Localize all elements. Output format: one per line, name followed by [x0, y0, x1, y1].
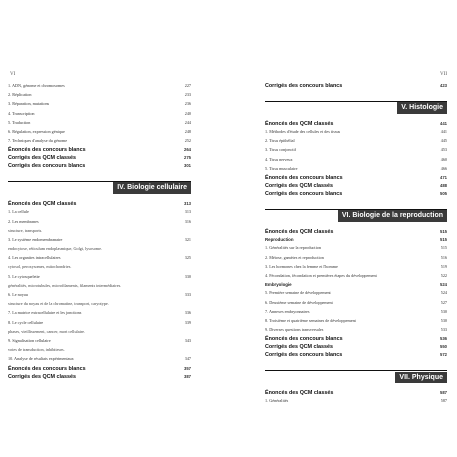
toc-entry-page: 530 — [440, 318, 447, 324]
toc-entry[interactable] — [8, 209, 191, 218]
toc-entry-page: 466 — [440, 165, 447, 171]
toc-entry-page: 471 — [440, 174, 447, 180]
toc-entry-page: 522 — [440, 272, 447, 278]
toc-entry-title: 1. Généralités — [265, 398, 289, 404]
toc-entry-page: 275 — [184, 155, 191, 161]
toc-entry[interactable] — [8, 101, 191, 110]
toc-entry[interactable] — [8, 310, 191, 319]
toc-bold-entry[interactable] — [265, 352, 447, 360]
toc-entry-title: 6. Régulation, expression génique — [8, 128, 65, 134]
toc-entry-title: 5. Traduction — [8, 119, 31, 125]
part6-entry-list — [265, 237, 447, 336]
toc-entry-page: 325 — [184, 255, 191, 261]
toc-entry-page: 347 — [184, 356, 191, 362]
toc-entry-subtitle: phases, vieillissement, cancer, mort cellulaire. — [8, 328, 86, 334]
toc-entry-title: Énoncés des concours blancs — [8, 147, 86, 154]
toc-entry-page: 333 — [184, 292, 191, 297]
toc-entry-title: Énoncés des concours blancs — [8, 365, 86, 372]
toc-entry[interactable] — [265, 255, 447, 264]
toc-entry-page: 236 — [184, 101, 191, 107]
toc-entry-page: 240 — [184, 110, 191, 116]
part5-tail-list — [265, 175, 447, 199]
toc-entry-page: 505 — [440, 190, 447, 196]
toc-entry[interactable] — [8, 92, 191, 101]
toc-bold-entry[interactable] — [8, 366, 191, 374]
toc-entry[interactable] — [8, 274, 191, 283]
toc-entry-title: 8. Troisième et quatrième semaines de développement — [265, 318, 356, 324]
toc-entry-title: 9. Diverses questions transversales — [265, 327, 324, 333]
toc-entry-title: Énoncés des concours blancs — [265, 336, 343, 343]
toc-entry[interactable] — [265, 147, 447, 156]
toc-bold-entry[interactable] — [265, 175, 447, 183]
toc-entry-title: Corrigés des QCM classés — [265, 344, 334, 351]
toc-entry[interactable] — [265, 129, 447, 138]
section-header-physique — [265, 370, 447, 383]
part3-entry-list — [8, 83, 191, 147]
toc-entry[interactable] — [265, 245, 447, 254]
toc-entry-title: 5. Première semaine de développement — [265, 290, 331, 296]
toc-entry-title: Corrigés des QCM classés — [265, 182, 334, 189]
toc-entry[interactable] — [8, 83, 191, 92]
toc-entry-page: 316 — [184, 218, 191, 224]
toc-entry-title: 3. Réparation, mutations — [8, 101, 50, 107]
part6-tail-list — [265, 336, 447, 360]
toc-entry-title: 4. Transcription — [8, 110, 35, 116]
toc-left — [8, 83, 191, 382]
toc-entry-title: 4. Tissu nerveux — [265, 156, 293, 162]
toc-entry-title: 2. Tissu épithélial — [265, 138, 295, 144]
section-title: V. Histologie — [397, 102, 447, 114]
right-page — [229, 0, 457, 457]
toc-entry-page: 387 — [184, 373, 191, 379]
toc-entry-page: 550 — [440, 344, 447, 350]
toc-entry[interactable] — [8, 129, 191, 138]
toc-entry-title: 2. Réplication — [8, 92, 32, 98]
toc-head-entry[interactable]: Énoncés des QCM classés 441 — [265, 121, 447, 127]
toc-entry-page: 336 — [184, 310, 191, 316]
toc-bold-entry[interactable] — [265, 336, 447, 344]
toc-entry-title: 4. Les organites intracellulaires — [8, 255, 61, 261]
section-header-histologie — [265, 101, 447, 114]
part3-tail-list — [8, 147, 191, 171]
toc-bold-entry[interactable] — [265, 191, 447, 199]
toc-entry-page: 343 — [184, 337, 191, 343]
left-page — [0, 0, 228, 457]
toc-entry-page: 301 — [184, 163, 191, 169]
toc-entry-page: 233 — [184, 92, 191, 98]
toc-entry-title: 9. Signalisation cellulaire — [8, 337, 51, 343]
toc-entry-title: Corrigés des QCM classés — [8, 155, 77, 162]
section-title: VII. Physique — [395, 372, 447, 384]
section-title: IV. Biologie cellulaire — [113, 182, 191, 194]
toc-entry-page: 453 — [440, 147, 447, 153]
toc-entry-title: 5. Le cytosquelette — [8, 273, 40, 279]
toc-entry-title: 7. La matrice extracellulaire et les jonctions — [8, 310, 82, 316]
toc-entry-page: 536 — [440, 336, 447, 342]
toc-entry-page: 357 — [184, 365, 191, 371]
toc-entry-page: 524 — [440, 282, 447, 288]
toc-entry-title: 2. Méiose, gamètes et reproduction — [265, 254, 324, 260]
section-header-biologie-cellulaire — [8, 181, 191, 194]
toc-bold-entry[interactable] — [8, 147, 191, 155]
toc-head-entry[interactable]: Énoncés des QCM classés 587 — [265, 390, 447, 397]
toc-group-heading[interactable] — [265, 237, 447, 245]
toc-entry-title: 3. Le système endomembranaire — [8, 236, 63, 242]
toc-entry-page: 244 — [184, 119, 191, 125]
toc-entry-title: 8. Le cycle cellulaire — [8, 319, 44, 325]
page-number-left: VI — [10, 72, 16, 77]
part5-entry-list — [265, 129, 447, 175]
toc-entry[interactable] — [8, 292, 191, 301]
toc-entry-page: 516 — [440, 254, 447, 260]
toc-entry-title: 7. Techniques d'analyse du génome — [8, 138, 68, 144]
toc-entry-subtitle: voies de transduction, inhibiteurs. — [8, 347, 65, 353]
toc-entry-page: 515 — [440, 245, 447, 251]
toc-bold-entry[interactable] — [8, 163, 191, 171]
toc-entry-title: 1. La cellule — [8, 209, 29, 215]
toc-bold-entry[interactable] — [265, 344, 447, 352]
toc-entry-title: 10. Analyse de résultats expérimentaux — [8, 356, 74, 362]
toc-entry-page: 530 — [440, 308, 447, 314]
toc-top-entry[interactable]: Corrigés des concours blancs 423 — [265, 83, 447, 89]
toc-entry-title: Énoncés des concours blancs — [265, 174, 343, 181]
toc-entry[interactable] — [8, 138, 191, 147]
toc-entry-page: 313 — [184, 209, 191, 215]
toc-right — [265, 83, 447, 408]
toc-entry-subtitle: cytosol, peroxysomes, mitochondries. — [8, 264, 72, 270]
toc-entry[interactable] — [265, 398, 447, 407]
toc-entry-title: 7. Annexes embryonnaires — [265, 308, 310, 314]
toc-entry-page: 339 — [184, 319, 191, 325]
toc-entry-page: 330 — [184, 273, 191, 279]
toc-entry-title: 1. ADN, génome et chromosomes — [8, 83, 65, 88]
toc-entry[interactable] — [265, 309, 447, 318]
toc-entry[interactable] — [8, 338, 191, 347]
toc-bold-entry[interactable] — [8, 374, 191, 382]
section-title: VI. Biologie de la reproduction — [338, 210, 447, 222]
toc-entry-title: 3. Tissu conjonctif — [265, 147, 297, 153]
toc-entry-page: 252 — [184, 138, 191, 144]
toc-entry-title: 6. Le noyau — [8, 292, 28, 297]
toc-entry-title: 4. Fécondation, fécondation et premières étapes du développement — [265, 272, 377, 278]
toc-entry[interactable] — [8, 120, 191, 129]
toc-group-title: Reproduction — [265, 236, 294, 242]
toc-head-entry[interactable]: Énoncés des QCM classés 515 — [265, 228, 447, 235]
toc-entry-page: 519 — [440, 263, 447, 269]
toc-entry-subtitle: structure du noyau et de la chromatine, transport, caryotype. — [8, 301, 109, 307]
toc-entry-title: 1. Méthodes d'étude des cellules et des tissus — [265, 129, 341, 134]
toc-entry-subtitle: généralités, microtubules, microfilaments, filaments intermédiaires. — [8, 282, 122, 288]
toc-entry-page: 248 — [184, 128, 191, 134]
toc-entry-page: 527 — [440, 299, 447, 305]
toc-entry-title: 6. Deuxième semaine de développement — [265, 299, 333, 305]
toc-entry-page: 587 — [440, 398, 447, 404]
toc-entry[interactable] — [265, 138, 447, 147]
toc-entry[interactable] — [265, 290, 447, 299]
toc-entry-title: Corrigés des concours blancs — [265, 352, 343, 359]
toc-entry-page: 515 — [440, 236, 447, 242]
toc-entry[interactable] — [8, 320, 191, 329]
toc-entry-page: 460 — [440, 156, 447, 162]
toc-entry-subtitle: structure, transports. — [8, 227, 43, 233]
toc-entry[interactable] — [265, 264, 447, 273]
toc-entry-page: 441 — [440, 129, 447, 134]
toc-entry[interactable] — [265, 157, 447, 166]
toc-entry[interactable] — [265, 300, 447, 309]
page-number-right: VII — [440, 72, 447, 77]
toc-entry-title: Corrigés des concours blancs — [8, 163, 86, 170]
toc-entry-subtitle: endocytose, réticulum endoplasmique, Golgi, lysosome. — [8, 246, 102, 252]
toc-entry-page: 488 — [440, 182, 447, 188]
toc-entry[interactable] — [8, 219, 191, 228]
toc-entry-page: 321 — [184, 236, 191, 242]
toc-entry[interactable] — [265, 166, 447, 175]
toc-entry[interactable] — [8, 111, 191, 120]
toc-entry-page: 572 — [440, 352, 447, 358]
section-header-reproduction — [265, 209, 447, 222]
toc-entry[interactable] — [8, 255, 191, 264]
toc-entry-page: 264 — [184, 147, 191, 153]
toc-entry-title: 5. Tissu musculaire — [265, 165, 298, 171]
toc-entry-page: 445 — [440, 138, 447, 144]
part4-tail-list — [8, 366, 191, 382]
toc-head-entry[interactable]: Énoncés des QCM classés 313 — [8, 201, 191, 208]
toc-group-heading[interactable] — [265, 282, 447, 290]
toc-entry-title: 2. Les membranes — [8, 218, 39, 224]
toc-entry-title: 1. Généralités sur la reproduction — [265, 245, 321, 251]
toc-entry-title: Corrigés des QCM classés — [8, 373, 77, 380]
toc-entry-page: 227 — [184, 83, 191, 88]
toc-entry[interactable] — [265, 273, 447, 282]
toc-bold-entry[interactable] — [8, 155, 191, 163]
toc-entry[interactable] — [8, 237, 191, 246]
toc-entry-page: 533 — [440, 327, 447, 333]
toc-entry-title: 3. Les hormones chez la femme et l'homme — [265, 263, 338, 269]
toc-entry[interactable] — [265, 318, 447, 327]
toc-entry[interactable] — [8, 356, 191, 365]
part7-entry-list — [265, 398, 447, 407]
toc-bold-entry[interactable] — [265, 183, 447, 191]
toc-group-title: Embryologie — [265, 282, 292, 288]
toc-entry-title: Corrigés des concours blancs — [265, 190, 343, 197]
toc-entry-page: 524 — [440, 290, 447, 296]
part4-entry-list — [8, 209, 191, 365]
